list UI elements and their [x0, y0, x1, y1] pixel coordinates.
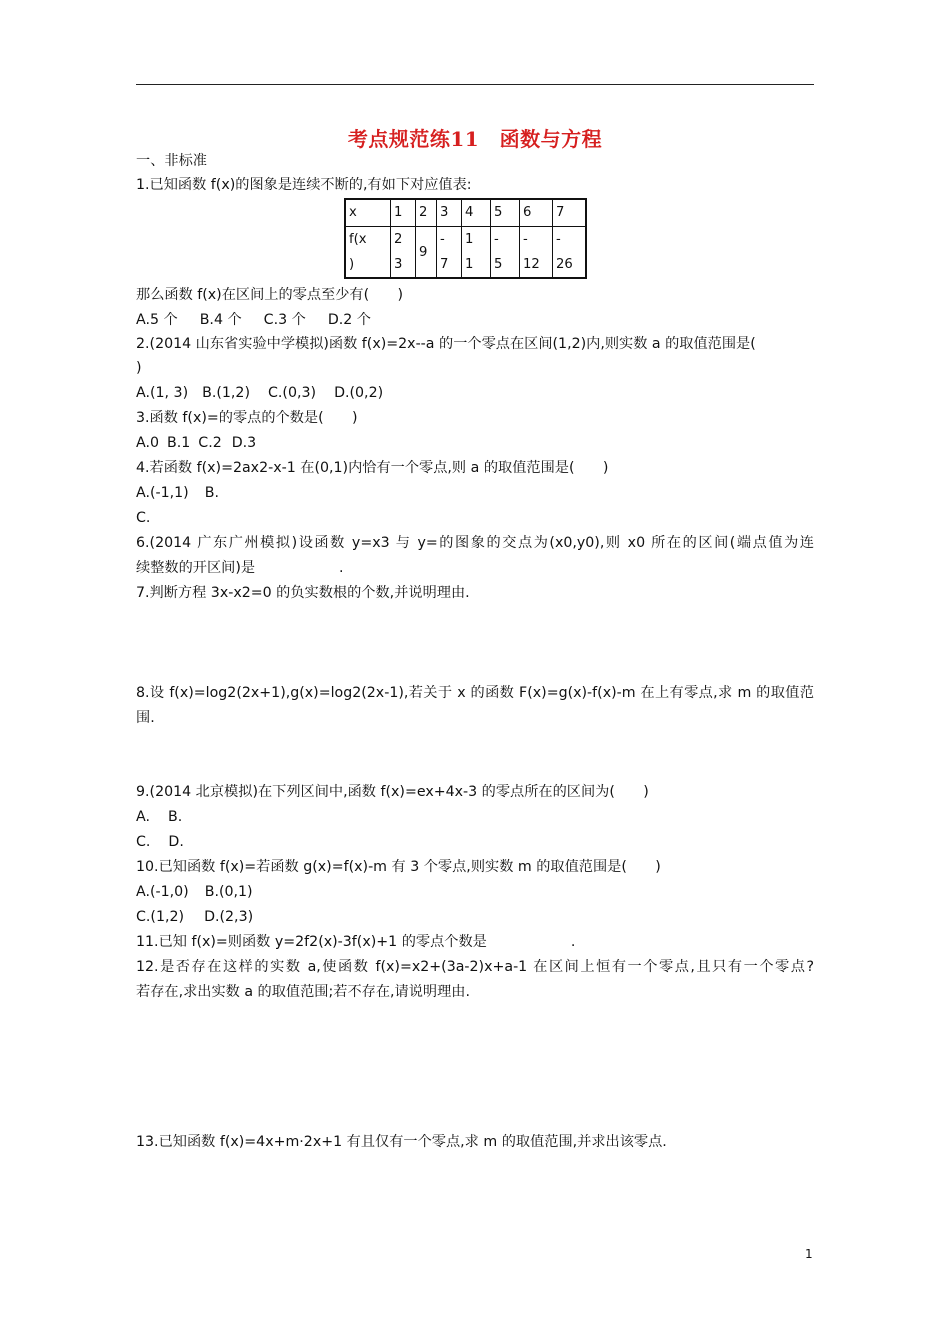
option: B.(0,1): [204, 884, 253, 900]
q8-stem: 8.设 f(x)=log2(2x+1),g(x)=log2(2x-1),若关于 x 的函数 F(x)=g(x)-f(x)-m 在上有零点,求 m 的取值范: [136, 685, 814, 701]
table-row-fx: [345, 227, 586, 279]
option: A.(-1,0): [136, 884, 189, 900]
table-cell: 1 1: [462, 227, 491, 279]
option: B.: [167, 809, 183, 825]
q10-options-2: [136, 908, 253, 926]
value-table: [344, 198, 587, 279]
table-row-x: [345, 199, 586, 227]
q9-options-2: [136, 833, 184, 851]
option: C.2: [198, 435, 222, 451]
option: B.1: [167, 435, 191, 451]
option: B.(1,2): [202, 385, 250, 401]
option: A.: [136, 809, 150, 825]
table-cell: - 12: [520, 227, 553, 279]
q11-stem: [136, 933, 575, 951]
option: B.4 个: [199, 312, 242, 328]
option: D.: [168, 834, 184, 850]
q12-stem: 12.是否存在这样的实数 a,使函数 f(x)=x2+(3a-2)x+a-1 在区间上恒有一个零点,且只有一个零点?: [136, 959, 814, 975]
q9-options-1: [136, 808, 182, 826]
option: C.(1,2): [136, 909, 185, 925]
table-cell: - 7: [437, 227, 462, 279]
q11-text: 11.已知 f(x)=则函数 y=2f2(x)-3f(x)+1 的零点个数是: [136, 934, 487, 950]
table-cell: 2: [416, 199, 437, 227]
table-cell: 6: [520, 199, 553, 227]
option: D.(0,2): [334, 385, 384, 401]
option: C.: [136, 510, 151, 526]
q7-stem: 7.判断方程 3x-x2=0 的负实数根的个数,并说明理由.: [136, 585, 470, 601]
q6-end: .: [339, 560, 344, 576]
option: C.3 个: [263, 312, 306, 328]
header-rule: [136, 84, 814, 85]
q4-options-2: [136, 509, 150, 527]
q3-options: [136, 434, 256, 452]
table-cell: 9: [416, 227, 437, 279]
table-cell: - 5: [491, 227, 520, 279]
table-cell: x: [345, 199, 391, 227]
page-number: 1: [805, 1247, 813, 1261]
table-cell: 3: [437, 199, 462, 227]
q3-stem: 3.函数 f(x)=的零点的个数是( ): [136, 410, 358, 426]
q8-stem-cont: 围.: [136, 710, 155, 726]
q6-stem: 6.(2014 广东广州模拟)设函数 y=x3 与 y=的图象的交点为(x0,y0),则 x0 所在的区间(端点值为连: [136, 535, 814, 551]
option: D.(2,3): [204, 909, 254, 925]
table-cell: 7: [553, 199, 587, 227]
table-cell: 4: [462, 199, 491, 227]
option: C.(0,3): [268, 385, 317, 401]
q6-text: 续整数的开区间)是: [136, 560, 256, 576]
q1-after: 那么函数 f(x)在区间上的零点至少有( ): [136, 287, 404, 303]
q1-stem: 1.已知函数 f(x)的图象是连续不断的,有如下对应值表:: [136, 177, 472, 193]
table-cell: 5: [491, 199, 520, 227]
option: D.2 个: [327, 312, 371, 328]
table-cell: 1: [391, 199, 416, 227]
option: C.: [136, 834, 151, 850]
q4-stem: 4.若函数 f(x)=2ax2-x-1 在(0,1)内恰有一个零点,则 a 的取值范围是( ): [136, 460, 609, 476]
q4-options-1: [136, 484, 219, 502]
q13-stem: 13.已知函数 f(x)=4x+m·2x+1 有且仅有一个零点,求 m 的取值范围,并求出该零点.: [136, 1134, 667, 1150]
q10-options-1: [136, 883, 253, 901]
q10-stem: 10.已知函数 f(x)=若函数 g(x)=f(x)-m 有 3 个零点,则实数 m 的取值范围是( ): [136, 859, 661, 875]
option: A.(-1,1): [136, 485, 189, 501]
page-title: 考点规范练11 函数与方程: [347, 127, 603, 151]
q11-end: .: [570, 934, 576, 950]
q12-stem-cont: 若存在,求出实数 a 的取值范围;若不存在,请说明理由.: [136, 984, 470, 1000]
q6-stem-cont: [136, 559, 344, 577]
q9-stem: 9.(2014 北京模拟)在下列区间中,函数 f(x)=ex+4x-3 的零点所在的区间为( ): [136, 784, 649, 800]
q2-stem-cont: ): [136, 360, 142, 376]
table-cell: - 26: [553, 227, 587, 279]
option: D.3: [231, 435, 257, 451]
option: A.5 个: [136, 312, 178, 328]
table-cell: f(x ): [345, 227, 391, 279]
option: B.: [204, 485, 219, 501]
q2-options: [136, 384, 383, 402]
q1-options: [136, 311, 371, 329]
option: A.(1, 3): [136, 385, 189, 401]
section-heading: 一、非标准: [136, 153, 207, 169]
table-cell: 2 3: [391, 227, 416, 279]
option: A.0: [136, 435, 159, 451]
q2-stem: 2.(2014 山东省实验中学模拟)函数 f(x)=2x--a 的一个零点在区间(1,2)内,则实数 a 的取值范围是(: [136, 336, 756, 352]
